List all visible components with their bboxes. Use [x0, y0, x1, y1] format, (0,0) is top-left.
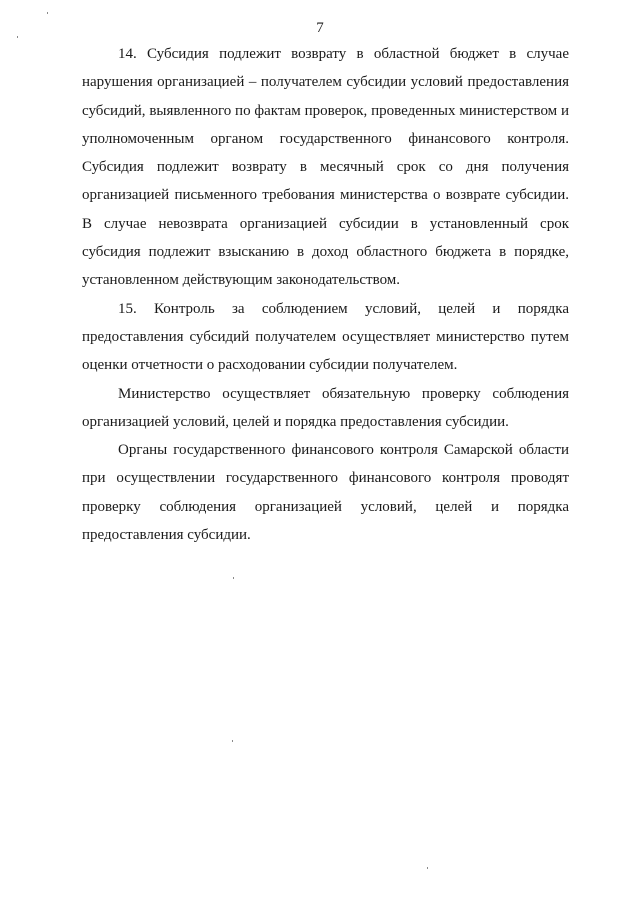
- paragraph-financial-control: Органы государственного финансового контроля Самарской области при осуществлении государственного финансового контроля проводят проверку соблюдения организацией условий, целей и порядка предоставления субсидии.: [82, 442, 569, 544]
- scan-speck: [47, 12, 48, 14]
- paragraph-ministry-check: Министерство осуществляет обязательную проверку соблюдения организацией условий, целей и порядка предоставления субсидии.: [82, 385, 569, 430]
- scan-speck: [427, 867, 428, 869]
- document-body: [82, 40, 569, 549]
- paragraph-15: 15. Контроль за соблюдением условий, целей и порядка предоставления субсидий получателем осуществляет министерство путем оценки отчетности о расходовании субсидии получателем.: [82, 300, 569, 374]
- paragraph-14: 14. Субсидия подлежит возврату в областной бюджет в случае нарушения организацией – получателем субсидии условий предоставления субсидий, выявленного по фактам проверок, проведенных министерством и уполномоченным органом государственного финансового контроля. Субсидия подлежит возврату в месячный срок со дня получения организацией письменного требования министерства о возврате субсидии. В случае невозврата организацией субсидии в установленный срок субсидия подлежит взысканию в доход областного бюджета в порядке, установленном действующим законодательством.: [82, 46, 569, 289]
- page-number: 7: [316, 20, 324, 36]
- scan-speck: [17, 36, 18, 38]
- scan-speck: [233, 577, 234, 579]
- scan-speck: [232, 740, 233, 742]
